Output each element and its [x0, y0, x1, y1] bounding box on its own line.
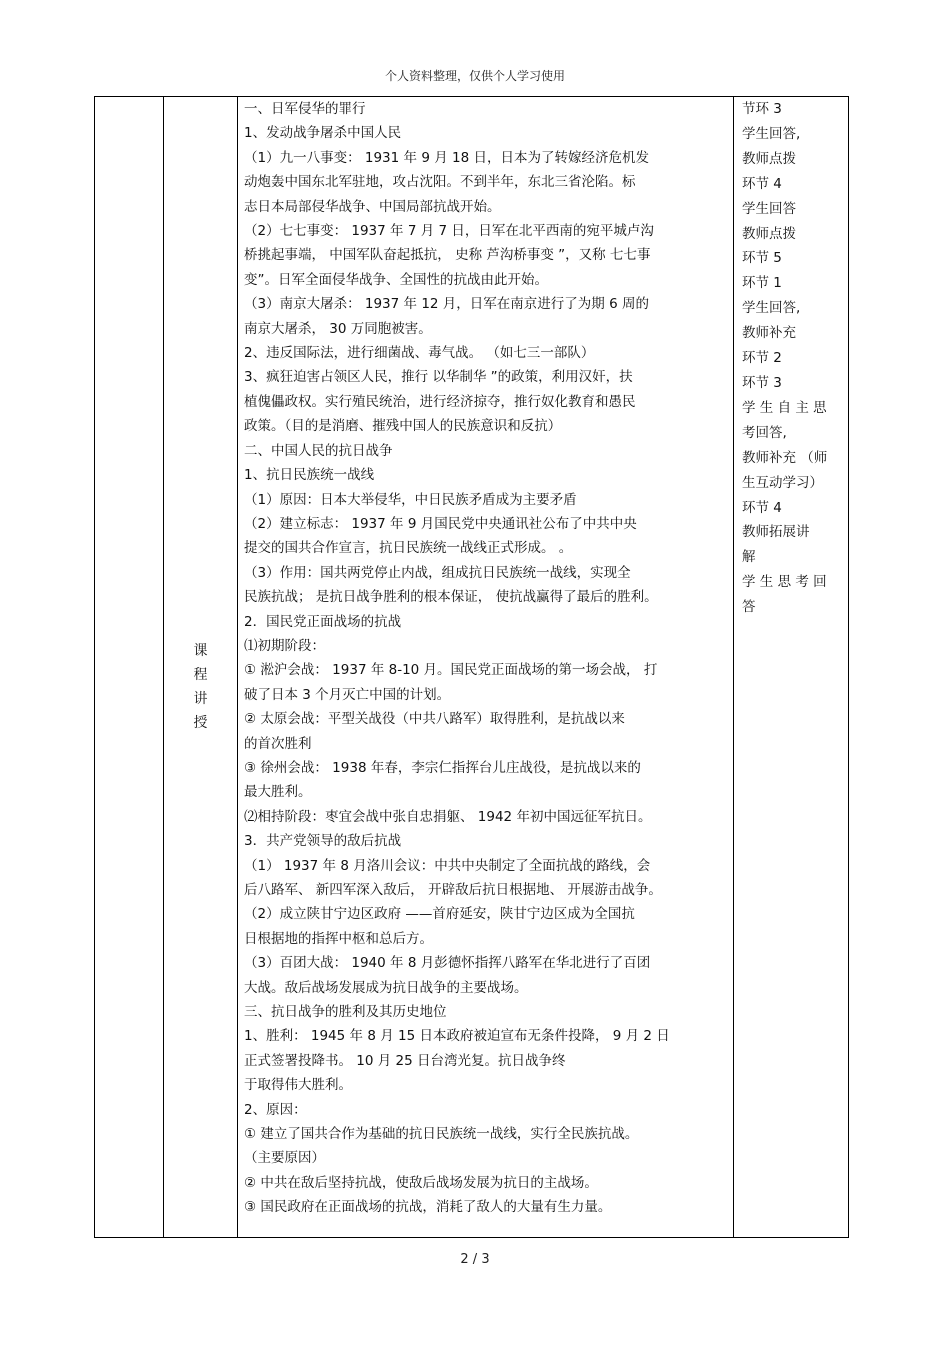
content-line: ① 淞沪会战： 1937 年 8-10 月。国民党正面战场的第一场会战， 打: [244, 662, 658, 679]
content-line: 正式签署投降书。 10 月 25 日台湾光复。抗日战争终: [244, 1052, 566, 1069]
activity-note-line: 教师点拨: [742, 225, 796, 242]
section-label-cell: [164, 97, 238, 1238]
content-line: 政策。（目的是消磨、摧残中国人的民族意识和反抗）: [244, 418, 562, 435]
section-label-char: 程: [193, 667, 208, 683]
content-line: ② 中共在敌后坚持抗战，使敌后战场发展为抗日的主战场。: [244, 1174, 598, 1191]
content-line: 桥挑起事端， 中国军队奋起抵抗， 史称 芦沟桥事变 ”，又称 七七事: [244, 247, 651, 264]
activity-note-line: 教师补充: [742, 325, 796, 342]
activity-note-line: 教师补充 （师: [742, 449, 828, 466]
activity-note-line: 环节 4: [742, 175, 782, 192]
content-line: （主要原因）: [244, 1150, 325, 1167]
content-line: 1、发动战争屠杀中国人民: [244, 125, 402, 142]
content-line: 二、中国人民的抗日战争: [244, 442, 393, 459]
activity-note-line: 教师点拨: [742, 150, 796, 167]
content-line: （3）南京大屠杀： 1937 年 12 月，日军在南京进行了为期 6 周的: [244, 296, 649, 313]
table-row: [95, 97, 849, 1238]
activity-note-line: 解: [742, 549, 756, 566]
content-line: 最大胜利。: [244, 784, 312, 801]
content-line: 1、抗日民族统一战线: [244, 467, 375, 484]
activity-notes-cell: [734, 97, 849, 1238]
content-line: ① 建立了国共合作为基础的抗日民族统一战线，实行全民族抗战。: [244, 1126, 639, 1143]
section-label-char: 授: [193, 715, 208, 731]
content-line: （3）百团大战： 1940 年 8 月彭德怀指挥八路军在华北进行了百团: [244, 955, 651, 972]
content-line: ⑴初期阶段：: [244, 637, 325, 654]
content-line: 志日本局部侵华战争、中国局部抗战开始。: [244, 198, 501, 215]
content-line: 提交的国共合作宣言，抗日民族统一战线正式形成。 。: [244, 540, 573, 557]
activity-note-line: 环节 3: [742, 374, 782, 391]
content-line: 破了日本 3 个月灭亡中国的计划。: [244, 686, 451, 703]
lesson-content-cell: [238, 97, 734, 1238]
activity-note-line: 考回答,: [742, 424, 787, 441]
content-line: 变”。日军全面侵华战争、全国性的抗战由此开始。: [244, 271, 548, 288]
content-line: （1）九一八事变： 1931 年 9 月 18 日，日本为了转嫁经济危机发: [244, 149, 649, 166]
content-line: ③ 徐州会战： 1938 年春，李宗仁指挥台儿庄战役，是抗战以来的: [244, 759, 641, 776]
content-line: ⑵相持阶段：枣宜会战中张自忠捐躯、 1942 年初中国远征军抗日。: [244, 808, 652, 825]
content-line: 一、日军侵华的罪行: [244, 101, 366, 117]
activity-note-line: 学生回答,: [742, 125, 801, 142]
content-line: 于取得伟大胜利。: [244, 1077, 352, 1094]
activity-note-line: 环节 4: [742, 499, 782, 516]
empty-column-cell: [95, 97, 164, 1238]
content-line: （3）作用：国共两党停止内战，组成抗日民族统一战线，实现全: [244, 564, 631, 581]
content-line: 动炮轰中国东北军驻地，攻占沈阳。不到半年，东北三省沦陷。标: [244, 174, 636, 191]
activity-notes: [734, 97, 848, 620]
page-number: 2 / 3: [460, 1252, 490, 1267]
content-line: ③ 国民政府在正面战场的抗战，消耗了敌人的大量有生力量。: [244, 1199, 612, 1216]
activity-note-line: 学 生 自 主 思: [742, 399, 827, 416]
content-line: 2、违反国际法，进行细菌战、毒气战。 （如七三一部队）: [244, 345, 595, 362]
activity-note-line: 学 生 思 考 回: [742, 574, 827, 591]
content-line: 1、胜利： 1945 年 8 月 15 日本政府被迫宣布无条件投降， 9 月 2 日: [244, 1028, 670, 1045]
content-line: 植傀儡政权。实行殖民统治，进行经济掠夺，推行奴化教育和愚民: [244, 393, 636, 410]
content-line: 日根据地的指挥中枢和总后方。: [244, 930, 433, 947]
content-line: 2、原因：: [244, 1101, 307, 1118]
activity-note-line: 答: [742, 599, 756, 616]
activity-note-line: 学生回答: [742, 200, 796, 217]
activity-note-line: 环节 1: [742, 275, 782, 292]
activity-note-line: 环节 5: [742, 250, 782, 267]
page-header: 个人资料整理，仅供个人学习使用: [384, 69, 565, 83]
section-label: [164, 639, 237, 735]
section-label-char: 课: [193, 643, 208, 659]
lesson-content: [238, 97, 733, 1220]
content-line: （2）建立标志： 1937 年 9 月国民党中央通讯社公布了中共中央: [244, 515, 637, 532]
activity-note-line: 环节 2: [742, 350, 782, 367]
content-line: 的首次胜利: [244, 735, 312, 752]
content-line: 后八路军、 新四军深入敌后， 开辟敌后抗日根据地、 开展游击战争。: [244, 882, 662, 898]
activity-note-line: 生互动学习）: [742, 474, 823, 491]
content-line: （2）七七事变： 1937 年 7 月 7 日，日军在北平西南的宛平城卢沟: [244, 223, 654, 240]
content-line: 3、疯狂迫害占领区人民，推行 以华制华 ”的政策，利用汉奸，扶: [244, 369, 633, 386]
content-line: ② 太原会战：平型关战役（中共八路军）取得胜利，是抗战以来: [244, 711, 625, 728]
content-line: （2）成立陕甘宁边区政府 ——首府延安，陕甘宁边区成为全国抗: [244, 906, 635, 923]
content-line: 三、抗日战争的胜利及其历史地位: [244, 1004, 447, 1021]
content-line: 大战。敌后战场发展成为抗日战争的主要战场。: [244, 979, 528, 996]
section-label-char: 讲: [193, 691, 208, 707]
activity-note-line: 节环 3: [742, 101, 782, 117]
content-line: 民族抗战； 是抗日战争胜利的根本保证， 使抗战赢得了最后的胜利。: [244, 589, 658, 606]
activity-note-line: 学生回答,: [742, 300, 801, 317]
content-line: （1） 1937 年 8 月洛川会议：中共中央制定了全面抗战的路线，会: [244, 857, 651, 874]
content-line: （1）原因：日本大举侵华，中日民族矛盾成为主要矛盾: [244, 491, 577, 508]
content-line: 3．共产党领导的敌后抗战: [244, 833, 402, 850]
content-line: 南京大屠杀， 30 万同胞被害。: [244, 320, 432, 337]
activity-note-line: 教师拓展讲: [742, 524, 810, 541]
content-line: 2．国民党正面战场的抗战: [244, 613, 402, 630]
lesson-table: [94, 96, 849, 1238]
